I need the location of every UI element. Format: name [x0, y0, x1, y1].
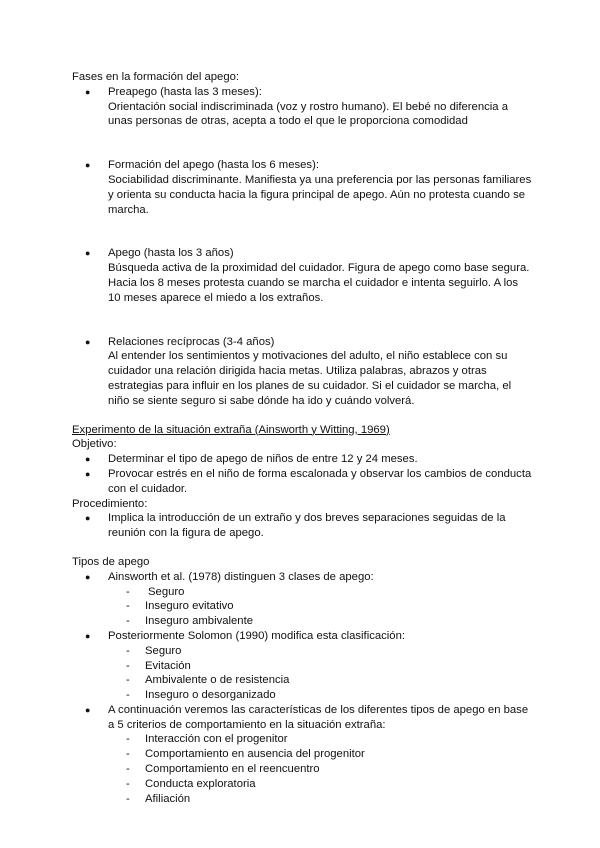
types-subitem-text: Seguro — [148, 585, 185, 598]
types-subitem — [108, 585, 532, 600]
objectives-list — [72, 452, 532, 496]
types-subitem: - Comportamiento en el reencuentro — [108, 762, 532, 777]
phase-item — [72, 246, 532, 305]
types-heading: Tipos de apego — [72, 555, 150, 568]
experiment-section — [72, 423, 532, 541]
phases-list — [72, 85, 532, 409]
phase-item — [72, 335, 532, 409]
phase-text: Sociabilidad discriminante. Manifiesta ya una preferencia por las personas familiares y orienta su conducta hacia la figura principal de apego. Aún no protesta cuando se marcha. — [108, 173, 532, 216]
document-page — [72, 70, 532, 806]
types-subitem: - Ambivalente o de resistencia — [108, 673, 532, 688]
types-subitem: - Comportamiento en ausencia del progenitor — [108, 747, 532, 762]
phase-item — [72, 85, 532, 129]
experiment-heading: Experimento de la situación extraña (Ainsworth y Witting, 1969) — [72, 423, 390, 436]
types-subitem: - Inseguro ambivalente — [108, 614, 532, 629]
procedures-list — [72, 511, 532, 541]
objective-label: Objetivo: — [72, 438, 117, 451]
phases-heading: Fases en la formación del apego: — [72, 71, 240, 83]
phase-title: ● Apego (hasta los 3 años) — [108, 247, 234, 260]
phase-text: Búsqueda activa de la proximidad del cuidador. Figura de apego como base segura. Hacia los 8 meses protesta cuando se marcha el cuidador e intenta seguirlo. A los 10 meses aparece el miedo a los extraños. — [108, 262, 530, 304]
types-group-text: ● A continuación veremos las características de los diferentes tipos de apego en base a 5 criterios de comportamiento en la situación extraña: — [108, 703, 529, 731]
types-list — [72, 570, 532, 807]
types-subitem: - Inseguro evitativo — [108, 599, 532, 614]
types-group — [72, 703, 532, 807]
types-subitem: - Conducta exploratoria — [108, 777, 532, 792]
types-sublist — [108, 644, 532, 703]
phase-title: ● Preapego (hasta las 3 meses): — [108, 85, 262, 98]
types-sublist — [108, 585, 532, 629]
types-section — [72, 555, 532, 807]
types-subitem: - Interacción con el progenitor — [108, 732, 532, 747]
objective-item: ● Determinar el tipo de apego de niños de entre 12 y 24 meses. — [72, 452, 532, 467]
types-sublist — [108, 732, 532, 806]
phases-section — [72, 70, 532, 409]
types-group-text: ● Posteriormente Solomon (1990) modifica esta clasificación: — [108, 629, 405, 642]
types-subitem: - Seguro — [108, 644, 532, 659]
types-group — [72, 570, 532, 629]
phase-title: ● Formación del apego (hasta los 6 meses): — [108, 159, 319, 172]
types-subitem: - Evitación — [108, 659, 532, 674]
types-group — [72, 629, 532, 703]
types-subitem: - Afiliación — [108, 792, 532, 807]
phase-title: ● Relaciones recíprocas (3-4 años) — [108, 335, 275, 348]
phase-item — [72, 158, 532, 217]
phase-text: Orientación social indiscriminada (voz y rostro humano). El bebé no diferencia a unas personas de otras, acepta a todo el que le proporciona comodidad — [108, 100, 508, 128]
procedure-item: ● Implica la introducción de un extraño y dos breves separaciones seguidas de la reunión con la figura de apego. — [72, 511, 532, 541]
objective-item: ● Provocar estrés en el niño de forma escalonada y observar los cambios de conducta con el cuidador. — [72, 467, 532, 497]
types-subitem: - Inseguro o desorganizado — [108, 688, 532, 703]
phase-text: Al entender los sentimientos y motivaciones del adulto, el niño establece con su cuidador una relación dirigida hacia metas. Utiliza palabras, abrazos y otras estrategias para influir en los planes de su cuidador. Si el cuidador se marcha, el niño se siente seguro si sabe dónde ha ido y cuándo volverá. — [108, 350, 512, 407]
types-group-text: ● Ainsworth et al. (1978) distinguen 3 clases de apego: — [108, 570, 374, 583]
procedure-label: Procedimiento: — [72, 497, 148, 510]
